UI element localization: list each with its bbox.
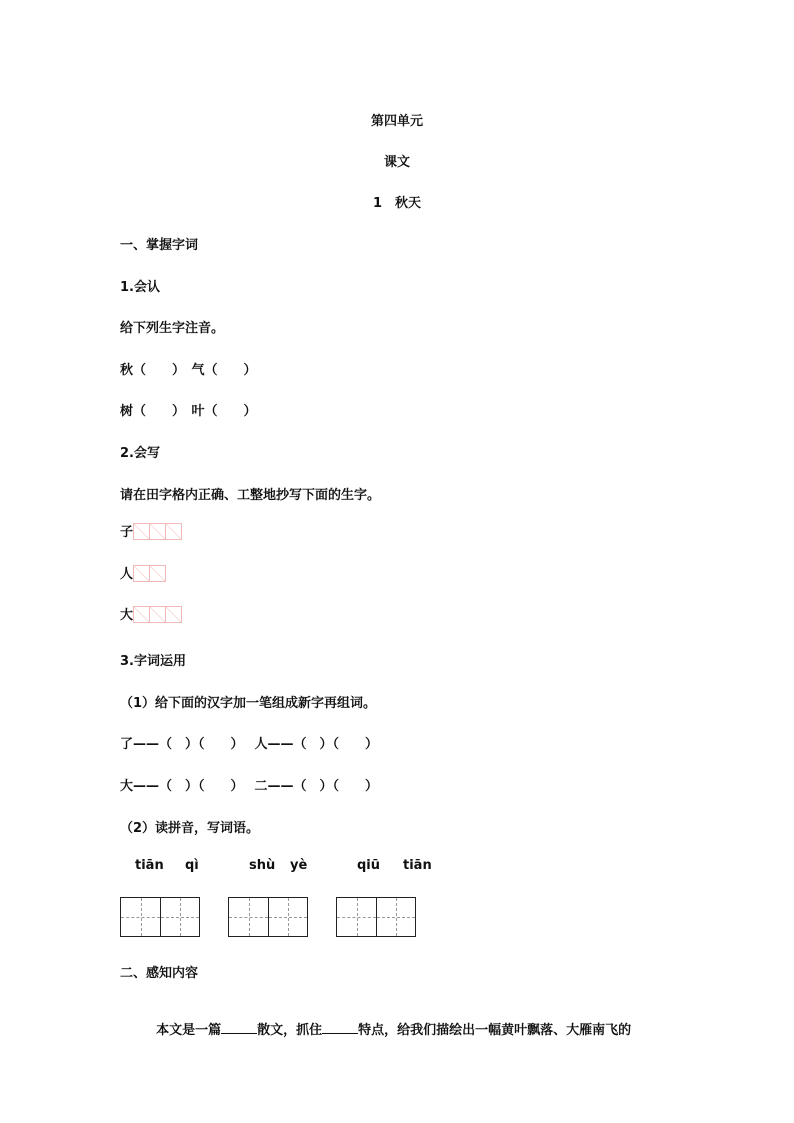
q2-title: 2.会写	[120, 446, 160, 461]
write-char: 人	[120, 567, 134, 582]
para-start: 本文是一篇	[156, 1023, 222, 1038]
tianzige-cell[interactable]	[133, 606, 150, 623]
write-row-da	[120, 604, 182, 623]
lesson-title: 1 秋天	[372, 196, 422, 211]
writing-cell[interactable]	[121, 898, 160, 936]
q1-line-2: 树（ ） 叶（ ）	[120, 404, 257, 419]
tianzige-cell[interactable]	[149, 606, 166, 623]
pinyin-qiu: qiū	[357, 858, 381, 873]
category-title: 课文	[383, 155, 410, 170]
pinyin-tian-2: tiān	[403, 858, 432, 873]
tianzige-cell[interactable]	[165, 523, 182, 540]
q3-line-1: 了——（ ）（ ） 人——（ ）（ ）	[120, 737, 379, 752]
pinyin-tian-1: tiān	[135, 858, 164, 873]
writing-box-3	[336, 897, 416, 937]
section-2-paragraph	[147, 1004, 631, 1038]
para-mid-2: 特点，给我们描绘出一幅黄叶飘落、大雁南飞的	[358, 1023, 632, 1038]
tianzige-cell[interactable]	[133, 565, 150, 582]
writing-cell[interactable]	[160, 898, 199, 936]
tianzige-cell[interactable]	[149, 565, 166, 582]
writing-cell[interactable]	[337, 898, 376, 936]
q1-instruction: 给下列生字注音。	[120, 321, 225, 336]
section-2-heading: 二、感知内容	[120, 966, 199, 981]
pinyin-qi: qì	[185, 858, 199, 873]
q1-title: 1.会认	[120, 280, 160, 295]
write-char: 大	[120, 608, 134, 623]
write-row-ren	[120, 563, 166, 582]
writing-cell[interactable]	[268, 898, 307, 936]
q3-line-2: 大——（ ）（ ） 二——（ ）（ ）	[120, 779, 379, 794]
answer-blank-2[interactable]	[322, 1021, 358, 1034]
section-1-heading: 一、掌握字词	[120, 238, 199, 253]
answer-blank-1[interactable]	[221, 1021, 257, 1034]
tianzige-cell[interactable]	[165, 606, 182, 623]
writing-cell[interactable]	[229, 898, 268, 936]
q3-sub1: （1）给下面的汉字加一笔组成新字再组词。	[120, 696, 377, 711]
write-row-zi	[120, 521, 182, 540]
write-char: 子	[120, 525, 134, 540]
writing-box-2	[228, 897, 308, 937]
writing-cell[interactable]	[376, 898, 415, 936]
q3-title: 3.字词运用	[120, 654, 186, 669]
q3-sub2: （2）读拼音，写词语。	[120, 821, 260, 836]
q2-instruction: 请在田字格内正确、工整地抄写下面的生字。	[120, 488, 381, 503]
para-mid-1: 散文，抓住	[257, 1023, 323, 1038]
q1-line-1: 秋（ ） 气（ ）	[120, 363, 257, 378]
tianzige-cell[interactable]	[149, 523, 166, 540]
pinyin-ye: yè	[290, 858, 308, 873]
writing-box-1	[120, 897, 200, 937]
pinyin-shu: shù	[249, 858, 276, 873]
unit-title: 第四单元	[370, 114, 423, 129]
tianzige-cell[interactable]	[133, 523, 150, 540]
